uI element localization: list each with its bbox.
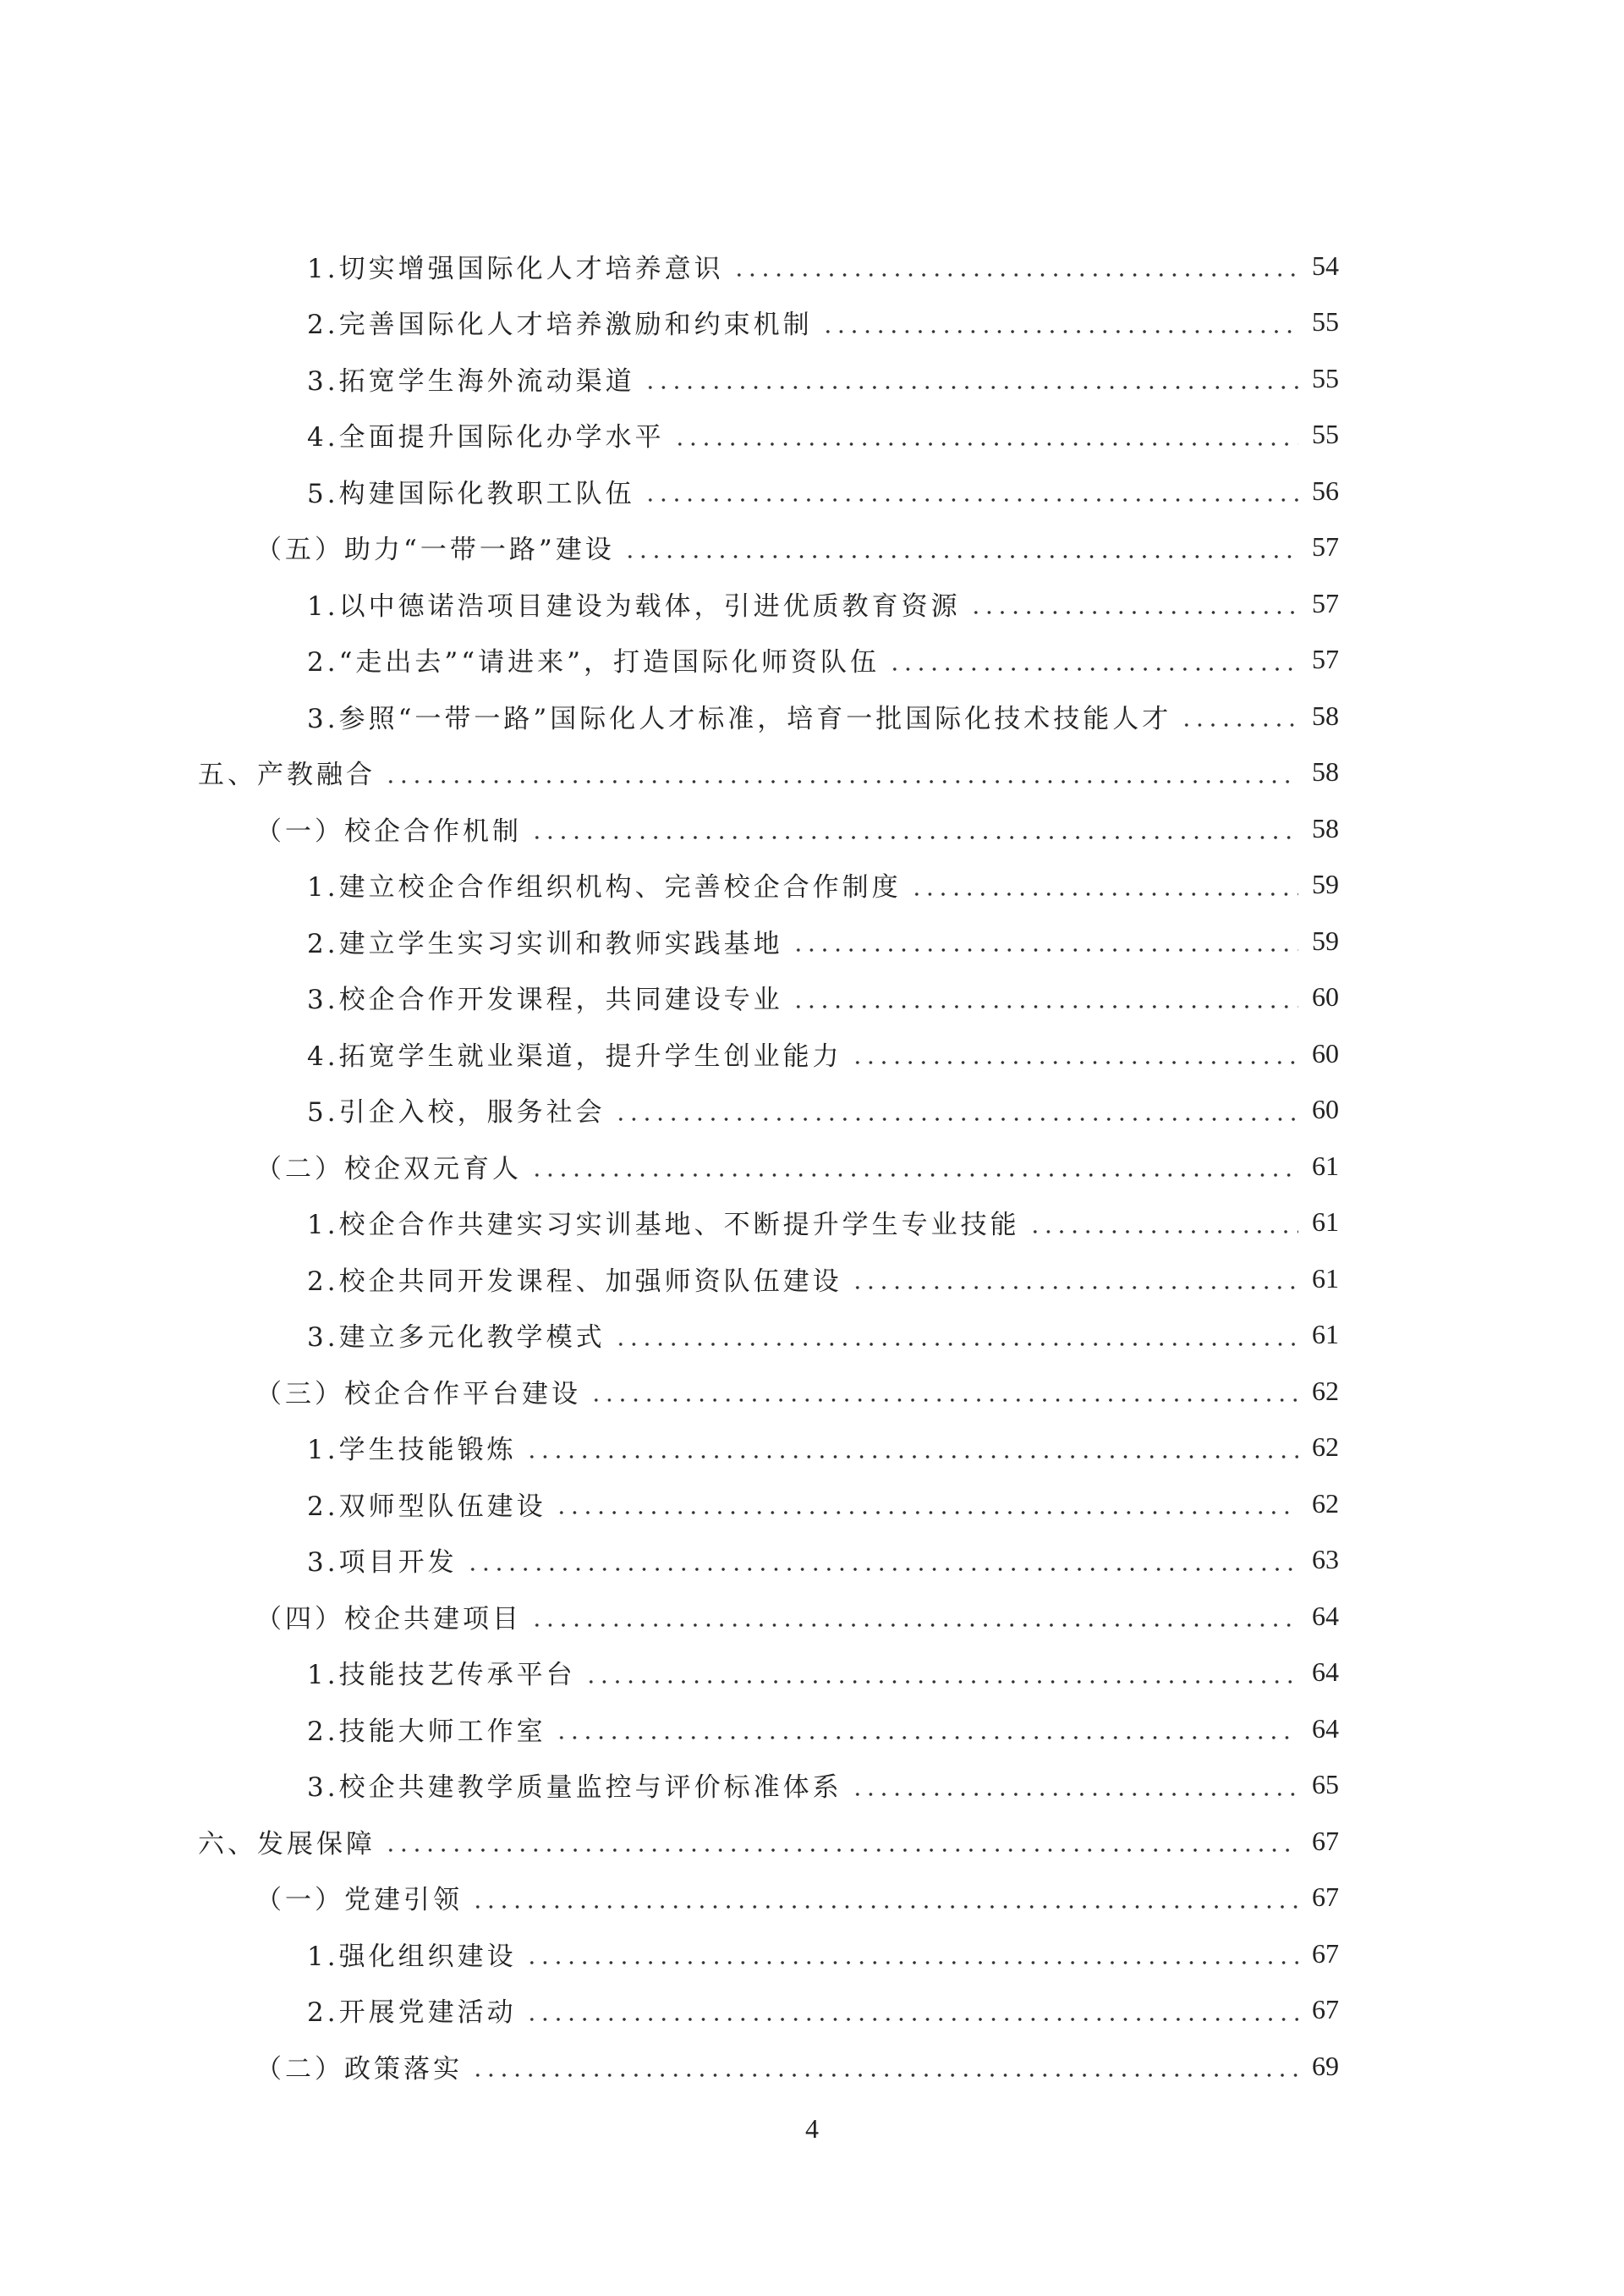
toc-entry-page: 64 [1312,1600,1339,1631]
toc-entry-page: 65 [1312,1769,1339,1800]
toc-entry-title: 4.拓宽学生就业渠道，提升学生创业能力 [307,1041,842,1072]
toc-entry[interactable] [0,1645,1624,1701]
toc-entry[interactable] [0,1982,1624,2039]
dot-leader [644,498,1298,502]
dot-leader [673,442,1298,446]
toc-entry[interactable] [0,1925,1624,1982]
dot-leader [623,555,1298,558]
toc-entry-page: 67 [1312,1881,1339,1913]
toc-entry-page: 58 [1312,756,1339,788]
toc-entry-title: （二）政策落实 [255,2053,463,2085]
toc-entry-title: 六、发展保障 [198,1828,376,1859]
toc-entry-page: 58 [1312,812,1339,843]
toc-entry-title: 1.切实增强国际化人才培养意识 [307,253,724,284]
toc-entry-page: 64 [1312,1712,1339,1744]
toc-entry[interactable] [0,294,1624,351]
dot-leader [644,386,1298,389]
toc-entry-page: 69 [1312,2050,1339,2081]
toc-entry-page: 61 [1312,1206,1339,1238]
toc-entry-title: 2.技能大师工作室 [307,1716,546,1747]
toc-entry[interactable] [0,238,1624,294]
toc-entry-page: 64 [1312,1656,1339,1688]
toc-entry-page: 61 [1312,1262,1339,1294]
toc-entry-title: 1.校企合作共建实习实训基地、不断提升学生专业技能 [307,1210,1020,1241]
toc-entry-title: 3.项目开发 [307,1547,458,1579]
table-of-contents [0,238,1624,2095]
dot-leader [466,1568,1298,1571]
toc-entry[interactable] [0,2038,1624,2095]
toc-entry-page: 62 [1312,1431,1339,1463]
toc-entry-page: 54 [1312,250,1339,281]
dot-leader [1029,1230,1298,1233]
dot-leader [530,836,1298,839]
toc-entry-title: 3.建立多元化教学模式 [307,1322,606,1354]
toc-entry-title: 2.建立学生实习实训和教师实践基地 [307,928,783,959]
toc-entry-title: 5.引企入校，服务社会 [307,1097,606,1129]
toc-entry-page: 62 [1312,1487,1339,1519]
toc-entry[interactable] [0,1475,1624,1532]
dot-leader [584,1680,1298,1684]
page-number: 4 [805,2113,819,2144]
dot-leader [792,1005,1298,1008]
toc-entry-title: 2.“走出去”“请进来”，打造国际化师资队伍 [307,647,880,678]
dot-leader [732,273,1298,277]
dot-leader [525,1455,1298,1458]
dot-leader [525,2018,1298,2021]
toc-entry-title: 2.双师型队伍建设 [307,1491,546,1522]
toc-entry[interactable] [0,800,1624,857]
toc-entry[interactable] [0,1532,1624,1589]
toc-entry-page: 61 [1312,1150,1339,1181]
toc-entry[interactable] [0,407,1624,464]
toc-entry-page: 55 [1312,419,1339,450]
dot-leader [910,893,1298,896]
toc-entry[interactable] [0,857,1624,914]
toc-entry[interactable] [0,1700,1624,1757]
toc-entry-title: 3.校企共建教学质量监控与评价标准体系 [307,1772,842,1804]
dot-leader [555,1736,1298,1739]
toc-entry[interactable] [0,1757,1624,1814]
toc-entry-title: 五、产教融合 [198,760,376,791]
dot-leader [821,330,1298,333]
toc-entry-title: （一）校企合作机制 [255,816,522,847]
dot-leader [471,2074,1298,2077]
dot-leader [614,1343,1298,1346]
dot-leader [1180,723,1298,727]
toc-entry-page: 67 [1312,1994,1339,2025]
toc-entry-page: 56 [1312,475,1339,506]
toc-entry-page: 67 [1312,1825,1339,1856]
toc-entry-page: 60 [1312,1037,1339,1068]
toc-entry-title: 4.全面提升国际化办学水平 [307,422,665,453]
toc-entry-page: 57 [1312,531,1339,563]
toc-entry-page: 61 [1312,1319,1339,1350]
dot-leader [384,780,1298,783]
toc-entry-title: 1.以中德诺浩项目建设为载体，引进优质教育资源 [307,590,961,622]
toc-entry[interactable] [0,1588,1624,1645]
toc-entry[interactable] [0,519,1624,576]
toc-entry-page: 60 [1312,1094,1339,1125]
toc-entry[interactable] [0,632,1624,689]
dot-leader [614,1118,1298,1121]
dot-leader [555,1511,1298,1514]
toc-entry[interactable] [0,350,1624,407]
toc-entry[interactable] [0,1420,1624,1476]
toc-entry-title: （一）党建引领 [255,1885,463,1916]
toc-entry-title: 3.拓宽学生海外流动渠道 [307,365,635,397]
toc-entry-page: 57 [1312,587,1339,618]
dot-leader [851,1793,1298,1796]
dot-leader [969,611,1298,614]
toc-entry-title: 3.参照“一带一路”国际化人才标准，培育一批国际化技术技能人才 [307,703,1172,734]
toc-entry[interactable] [0,1138,1624,1195]
dot-leader [530,1173,1298,1177]
toc-entry-page: 59 [1312,925,1339,956]
toc-entry[interactable] [0,575,1624,632]
toc-entry[interactable] [0,1870,1624,1926]
dot-leader [851,1061,1298,1064]
toc-entry-page: 67 [1312,1937,1339,1969]
dot-leader [792,948,1298,952]
dot-leader [530,1623,1298,1627]
toc-entry[interactable] [0,969,1624,1026]
dot-leader [590,1398,1298,1402]
toc-entry[interactable] [0,1363,1624,1420]
toc-entry[interactable] [0,463,1624,519]
toc-entry[interactable] [0,913,1624,969]
toc-entry-page: 58 [1312,700,1339,731]
toc-entry-page: 55 [1312,306,1339,338]
toc-entry-title: 2.开展党建活动 [307,1997,517,2029]
toc-entry[interactable] [0,744,1624,801]
toc-entry-title: 2.校企共同开发课程、加强师资队伍建设 [307,1266,842,1297]
toc-entry-page: 57 [1312,644,1339,675]
toc-entry-page: 60 [1312,981,1339,1013]
toc-entry-page: 59 [1312,869,1339,900]
toc-entry[interactable] [0,1025,1624,1082]
toc-entry[interactable] [0,1250,1624,1307]
toc-entry-title: （二）校企双元育人 [255,1153,522,1184]
toc-entry[interactable] [0,1307,1624,1364]
toc-entry-page: 63 [1312,1544,1339,1575]
dot-leader [525,1961,1298,1964]
toc-entry-title: （四）校企共建项目 [255,1603,522,1634]
toc-entry[interactable] [0,1195,1624,1251]
toc-entry-title: 1.建立校企合作组织机构、完善校企合作制度 [307,872,902,904]
toc-entry-title: 2.完善国际化人才培养激励和约束机制 [307,310,813,341]
toc-entry-title: 1.技能技艺传承平台 [307,1660,576,1691]
toc-entry-title: 5.构建国际化教职工队伍 [307,478,635,509]
toc-entry[interactable] [0,688,1624,744]
toc-entry-page: 62 [1312,1375,1339,1406]
toc-entry-title: 1.学生技能锻炼 [307,1435,517,1466]
toc-entry[interactable] [0,1813,1624,1870]
dot-leader [888,667,1298,671]
toc-entry-title: 1.强化组织建设 [307,1941,517,1972]
dot-leader [851,1286,1298,1289]
toc-entry-title: 3.校企合作开发课程，共同建设专业 [307,985,783,1016]
toc-entry[interactable] [0,1082,1624,1139]
toc-entry-page: 55 [1312,362,1339,393]
dot-leader [471,1905,1298,1909]
toc-entry-title: （五）助力“一带一路”建设 [255,535,615,566]
toc-entry-title: （三）校企合作平台建设 [255,1378,581,1409]
dot-leader [384,1848,1298,1852]
